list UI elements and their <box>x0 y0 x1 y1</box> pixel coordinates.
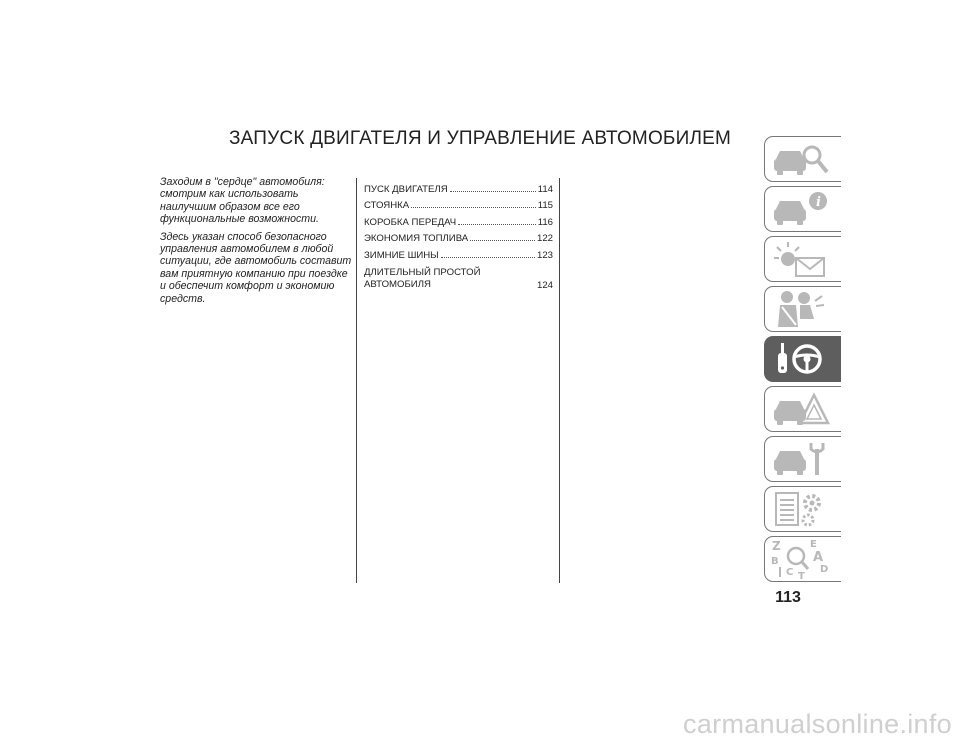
toc-entry-title: СТОЯНКА <box>364 200 410 211</box>
toc-leader-dots <box>411 207 536 208</box>
toc-entry-winter-tyres[interactable] <box>364 244 553 261</box>
chapter-tabs <box>764 133 842 583</box>
toc-entry-engine-start[interactable] <box>364 178 553 195</box>
page-title: ЗАПУСК ДВИГАТЕЛЯ И УПРАВЛЕНИЕ АВТОМОБИЛЕМ <box>228 128 732 149</box>
tab-safety[interactable] <box>764 283 842 333</box>
index-letter: E <box>810 539 817 550</box>
watermark: carmanualsonline.info <box>683 709 952 739</box>
column-divider <box>356 178 357 583</box>
intro-paragraph: Заходим в "сердце" автомобиля: смотрим как использовать наилучшим образом все его функциональные возможности. <box>160 176 325 226</box>
table-of-contents <box>364 178 553 291</box>
tab-car-magnifier[interactable] <box>764 133 842 183</box>
toc-entry-title: ДЛИТЕЛЬНЫЙ ПРОСТОЙ АВТОМОБИЛЯ <box>364 266 481 290</box>
tab-technical-data[interactable] <box>764 483 842 533</box>
index-letter: T <box>798 571 805 579</box>
index-letter: D <box>820 564 829 575</box>
tab-starting-and-driving[interactable] <box>764 333 842 383</box>
index-letter: C <box>786 567 794 578</box>
toc-entry-page: 114 <box>537 183 553 195</box>
toc-entry-title: ПУСК ДВИГАТЕЛЯ <box>364 183 448 195</box>
toc-entry-parking[interactable] <box>364 195 553 212</box>
index-letter: A <box>813 550 824 565</box>
toc-entry-page: 116 <box>537 216 553 228</box>
toc-leader-dots <box>441 257 535 258</box>
car-magnifier-icon <box>770 139 834 179</box>
key-steering-wheel-icon <box>770 339 834 379</box>
index-letter: Z <box>772 539 781 553</box>
car-wrench-icon <box>770 439 834 479</box>
car-warning-triangle-icon <box>770 389 834 429</box>
alphabetical-index-icon <box>770 539 834 579</box>
tab-car-info[interactable] <box>764 183 842 233</box>
toc-entry-gearbox[interactable] <box>364 211 553 228</box>
tab-index[interactable] <box>764 533 842 583</box>
column-divider <box>559 178 560 583</box>
index-letter: B <box>771 556 779 567</box>
toc-leader-dots <box>450 191 536 192</box>
tab-emergency[interactable] <box>764 383 842 433</box>
warning-light-message-icon <box>770 239 834 279</box>
toc-entry-page: 115 <box>537 200 553 211</box>
svg-text:i: i <box>816 195 821 210</box>
tab-warning-lights-messages[interactable] <box>764 233 842 283</box>
page-number: 113 <box>775 589 801 606</box>
toc-entry-title: ЗИМНИЕ ШИНЫ <box>364 249 439 261</box>
toc-entry-fuel-economy[interactable] <box>364 228 553 245</box>
toc-leader-dots <box>470 240 535 241</box>
toc-leader-dots <box>458 224 536 225</box>
toc-entry-long-inactivity[interactable] <box>364 261 553 291</box>
intro-text <box>160 176 352 310</box>
technical-data-icon <box>770 489 834 529</box>
seatbelt-airbag-icon <box>770 289 834 329</box>
tab-maintenance[interactable] <box>764 433 842 483</box>
intro-paragraph: Здесь указан способ безопасного управления автомобилем в любой ситуации, где автомобиль составит вам приятную компанию при поездке и обеспечит комфорт и экономию средств. <box>160 230 352 305</box>
toc-entry-title: ЭКОНОМИЯ ТОПЛИВА <box>364 233 469 244</box>
toc-entry-page: 124 <box>536 279 553 291</box>
toc-entry-page: 123 <box>536 249 553 261</box>
car-info-icon <box>770 189 834 229</box>
toc-entry-page: 122 <box>536 233 553 244</box>
toc-entry-title: КОРОБКА ПЕРЕДАЧ <box>364 216 457 228</box>
